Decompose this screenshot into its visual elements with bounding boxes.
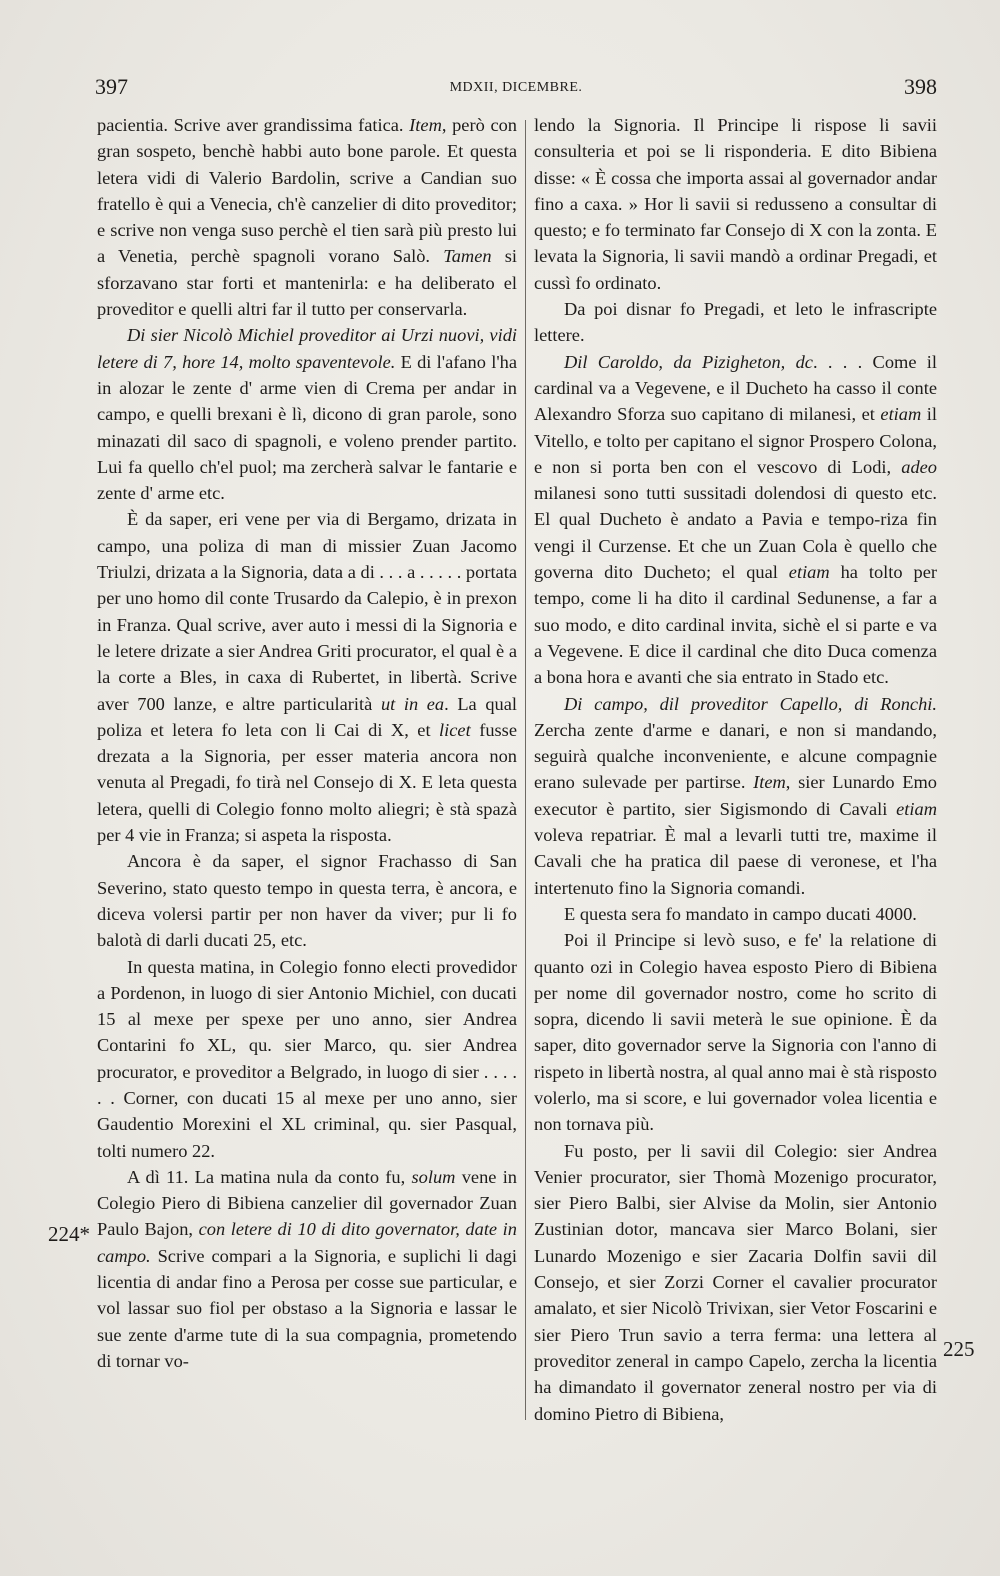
- paragraph: [534, 296, 937, 349]
- italic-text: Item: [753, 772, 786, 793]
- text-run: E di l'afano l'ha in alozar le zente d' arme vien di Crema per andar in campo, e quelli brexani è lì, dicono di gran parole, sono minazati dil saco di spagnoli, e voleno prender partito. Lui fa quello ch'el puol; ma zercherà salvar le fantarie e zente d' arme etc.: [97, 351, 517, 504]
- margin-number-right: 225: [943, 1337, 975, 1361]
- italic-text: etiam: [788, 562, 830, 583]
- text-run: E questa sera fo mandato in campo ducati 4000.: [564, 903, 917, 924]
- paragraph: [97, 112, 517, 322]
- paragraph: [534, 691, 937, 901]
- text-run: milanesi sono tutti sussitadi dolendosi di questo etc. El qual Ducheto è andato a Pavia e tempo-riza fin vengi il Curzense. Et che un Zuan Cola è quello che governa dito Ducheto; el qual: [534, 483, 937, 583]
- column-divider: [525, 120, 526, 1420]
- italic-text: Di sier Nicolò Michiel proveditor ai Urzi nuovi, vidi letere di 7, hore 14, molto spaventevole.: [97, 325, 517, 372]
- text-run: In questa matina, in Colegio fonno electi provedidor a Pordenon, in luogo di sier Antonio Michiel, con ducati 15 al mexe per spexe per uno anno, sier Andrea Contarini fo XL, qu. sier Marco, qu. sier Andrea procurator, e proveditor a Belgrado, in luogo di sier . . . . . . Corner, con ducati 15 al mexe per uno anno, sier Gaudentio Morexini el XL criminal, qu. sier Pasqual, tolti numero 22.: [97, 956, 517, 1161]
- italic-text: Di campo, dil proveditor Capello, di Ronchi.: [564, 693, 937, 714]
- text-run: Scrive compari a la Signoria, e suplichi li dagi licentia di andar fino a Perosa per cosse sue particular, e vol lassar suo fiol per obstaso a la Signoria e lassar le sue zente d'arme tute di la sua compagnia, prometendo di tornar vo-: [97, 1245, 517, 1371]
- text-run: , sier Lunardo Emo executor è partito, sier Sigismondo di Cavali: [534, 772, 938, 819]
- italic-text: solum: [411, 1166, 456, 1187]
- text-run: Poi il Principe si levò suso, e fe' la relatione di quanto ozi in Colegio havea esposto Piero di Bibiena per nome dil governador nostro, come ho scrito di sopra, dicendo li savii meterà le sue opinione. È da saper, dito governador serve la Signoria con l'anno di rispeto in libertà nostra, al qual anno mai è stà risposto volerlo, ma si score, e lui governador volea licentia e non tornava più.: [534, 930, 937, 1135]
- italic-text: con letere di 10 di dito governator, date in campo.: [97, 1219, 517, 1266]
- paragraph: [534, 112, 937, 296]
- text-run: fusse drezata a la Signoria, per esser materia ancora non venuta al Pregadi, fo tirà nel Consejo di X. E leta questa letera, quelli di Colegio fonno molto aliegri; è stà spazà per 4 vie in Franza; si aspeta la risposta.: [97, 719, 517, 846]
- italic-text: adeo: [901, 456, 937, 477]
- page-header: [95, 74, 937, 102]
- italic-text: Tamen: [443, 246, 492, 267]
- text-run: vene in Colegio Piero di Bibiena canzelier dil governador Zuan Paulo Bajon,: [97, 1166, 518, 1240]
- text-run: ha tolto per tempo, come li ha dito il cardinal Sedunense, a far a suo modo, e dito cardinal invita, sichè el si parte e va a Vegevene. E dice il cardinal che dito Duca comenza a bona hora e avanti che sia entrato in Stado etc.: [534, 562, 937, 688]
- italic-text: licet: [439, 719, 471, 740]
- paragraph: [97, 954, 517, 1164]
- page-number-right: 398: [904, 74, 937, 99]
- text-run: Zercha zente d'arme e danari, e non si mandando, seguirà qualche inconveniente, e alcune compagnie erano sulevade per partirse.: [534, 719, 937, 793]
- paragraph: [534, 349, 937, 691]
- italic-text: Dil Caroldo, da Pizigheton, dc: [564, 351, 813, 372]
- italic-text: ut in ea: [380, 693, 445, 714]
- text-run: voleva repatriar. È mal a levarli tutti tre, maxime il Cavali che ha pratica dil paese di veronese, et l'ha intertenuto fino la Signoria comandi.: [534, 825, 937, 898]
- italic-text: Item: [409, 115, 442, 135]
- paragraph: [534, 1138, 937, 1427]
- page-number-left: 397: [95, 74, 128, 99]
- text-run: il Vitello, e tolto per capitano el signor Prospero Colona, e non si porta ben con el vescovo di Lodi,: [534, 404, 937, 477]
- paragraph: [97, 506, 517, 848]
- text-run: Ancora è da saper, el signor Frachasso di San Severino, stato questo tempo in questa terra, è ancora, e diceva volersi partir per non haver da viver; pur li fo balotà di darli ducati 25, etc.: [97, 851, 517, 951]
- text-run: A dì 11. La matina nula da conto fu,: [127, 1166, 412, 1187]
- text-run: . La qual poliza et letera fo leta con li Cai di X, et: [97, 693, 517, 740]
- italic-text: etiam: [880, 404, 922, 425]
- text-run: È da saper, eri vene per via di Bergamo, drizata in campo, una poliza di man di missier Zuan Jacomo Triulzi, drizata a la Signoria, data a di . . . a . . . . . portata per uno homo dil conte Trusardo da Calepio, è in prexon in Franza. Qual scrive, aver auto i messi di la Signoria e le letere drizate a sier Andrea Griti procurator, el qual è a la corte a Bles, in caxa di Rubertet, in libertà. Scrive aver 700 lanze, e altre particularità: [97, 509, 517, 714]
- paragraph: [97, 1164, 517, 1374]
- text-run: . . . . Come il cardinal va a Vegevene, e il Ducheto ha casso il conte Alexandro Sforza suo capitano di milanesi, et: [534, 351, 937, 425]
- text-run: si sforzavano star forti et mantenirla: e ha deliberato el proveditor e quelli altri far il tutto per conservarla.: [97, 246, 518, 320]
- text-run: pacientia. Scrive aver grandissima fatica.: [97, 115, 410, 135]
- running-title: MDXII, DICEMBRE.: [449, 80, 583, 95]
- text-run: , però con gran sospeto, benchè habbi auto bone parole. Et questa letera vidi di Valerio Bardolin, scrive a Candian suo fratello è qui a Venecia, ch'è canzelier di dito proveditor; e scrive non venga suso perchè el tien sarà più presto lui a Venetia, perchè spagnoli vorano Salò.: [97, 115, 517, 267]
- text-run: lendo la Signoria. Il Principe li rispose li savii consulteria et poi se li risponderia. E dito Bibiena disse: « È cossa che importa assai al governador andar fino a caxa. » Hor li savii si redusseno a consultar di questo; e fo terminato far Consejo di X con la zonta. E levata la Signoria, li savii mandò a ordinar Pregadi, et cussì fo ordinato.: [534, 115, 937, 293]
- paragraph: [97, 322, 517, 506]
- text-run: Fu posto, per li savii dil Colegio: sier Andrea Venier procurator, sier Thomà Mozenigo procurator, sier Piero Balbi, sier Alvise da Molin, sier Antonio Zustinian dotor, mancava sier Marco Bolani, sier Lunardo Mozenigo e sier Zacaria Dolfin savii dil Consejo, et sier Zorzi Corner el cavalier procurator amalato, et sier Nicolò Trivixan, sier Vetor Foscarini e sier Piero Trun savio a terra ferma: una lettera al proveditor zeneral in campo Capelo, zercha la licentia ha dimandato il governator zeneral nostro per via di domino Pietro di Bibiena,: [534, 1140, 937, 1424]
- paragraph: [534, 927, 937, 1137]
- italic-text: etiam: [896, 798, 937, 819]
- paragraph: [97, 848, 517, 953]
- left-column: [97, 112, 517, 1374]
- text-run: Da poi disnar fo Pregadi, et leto le infrascripte lettere.: [534, 299, 937, 346]
- margin-number-left: 224*: [48, 1222, 90, 1246]
- right-column: [534, 112, 937, 1427]
- paragraph: [534, 901, 937, 927]
